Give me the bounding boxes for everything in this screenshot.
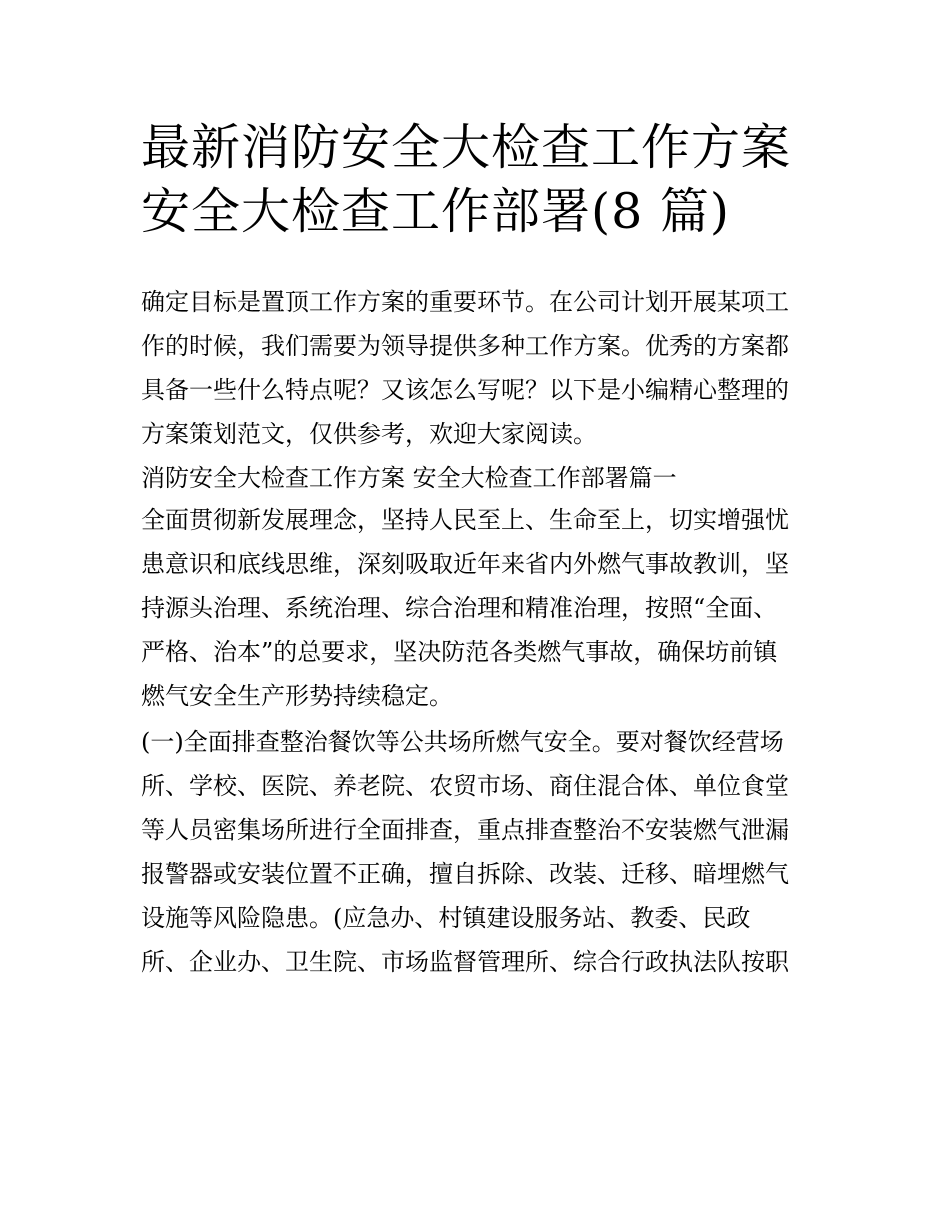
- text-line: 持源头治理、系统治理、综合治理和精准治理，按照“全面、: [141, 594, 778, 622]
- text-line: 等人员密集场所进行全面排查，重点排查整治不安装燃气泄漏: [141, 816, 789, 844]
- title-line-1: 最新消防安全大检查工作方案: [141, 119, 792, 176]
- text-line: 所、学校、医院、养老院、农贸市场、商住混合体、单位食堂: [141, 772, 789, 800]
- document-body: [141, 280, 813, 984]
- text-line: 具备一些什么特点呢？又该怎么写呢？以下是小编精心整理的: [141, 376, 789, 404]
- text-line: 报警器或安装位置不正确，擅自拆除、改装、迁移、暗埋燃气: [141, 860, 789, 888]
- intro-paragraph: [141, 280, 813, 456]
- text-line: 设施等风险隐患。(应急办、村镇建设服务站、教委、民政: [141, 904, 751, 932]
- text-line: 确定目标是置顶工作方案的重要环节。在公司计划开展某项工: [141, 288, 789, 316]
- document-title: [141, 116, 821, 244]
- section-heading: 消防安全大检查工作方案 安全大检查工作部署篇一: [141, 464, 677, 492]
- text-line: 所、企业办、卫生院、市场监督管理所、综合行政执法队按职: [141, 948, 789, 976]
- text-line: 方案策划范文，仅供参考，欢迎大家阅读。: [141, 420, 597, 448]
- text-line: 严格、治本”的总要求，坚决防范各类燃气事故，确保坊前镇: [141, 638, 778, 666]
- body-paragraph-2: [141, 720, 813, 984]
- text-line: 作的时候，我们需要为领导提供多种工作方案。优秀的方案都: [141, 332, 789, 360]
- title-line-2: 安全大检查工作部署(8 篇): [141, 183, 730, 240]
- text-line: 全面贯彻新发展理念，坚持人民至上、生命至上，切实增强忧: [141, 506, 789, 534]
- text-line: 燃气安全生产形势持续稳定。: [141, 682, 453, 710]
- text-line: (一)全面排查整治餐饮等公共场所燃气安全。要对餐饮经营场: [141, 728, 784, 756]
- body-paragraph-1: [141, 498, 813, 718]
- text-line: 患意识和底线思维，深刻吸取近年来省内外燃气事故教训，坚: [141, 550, 789, 578]
